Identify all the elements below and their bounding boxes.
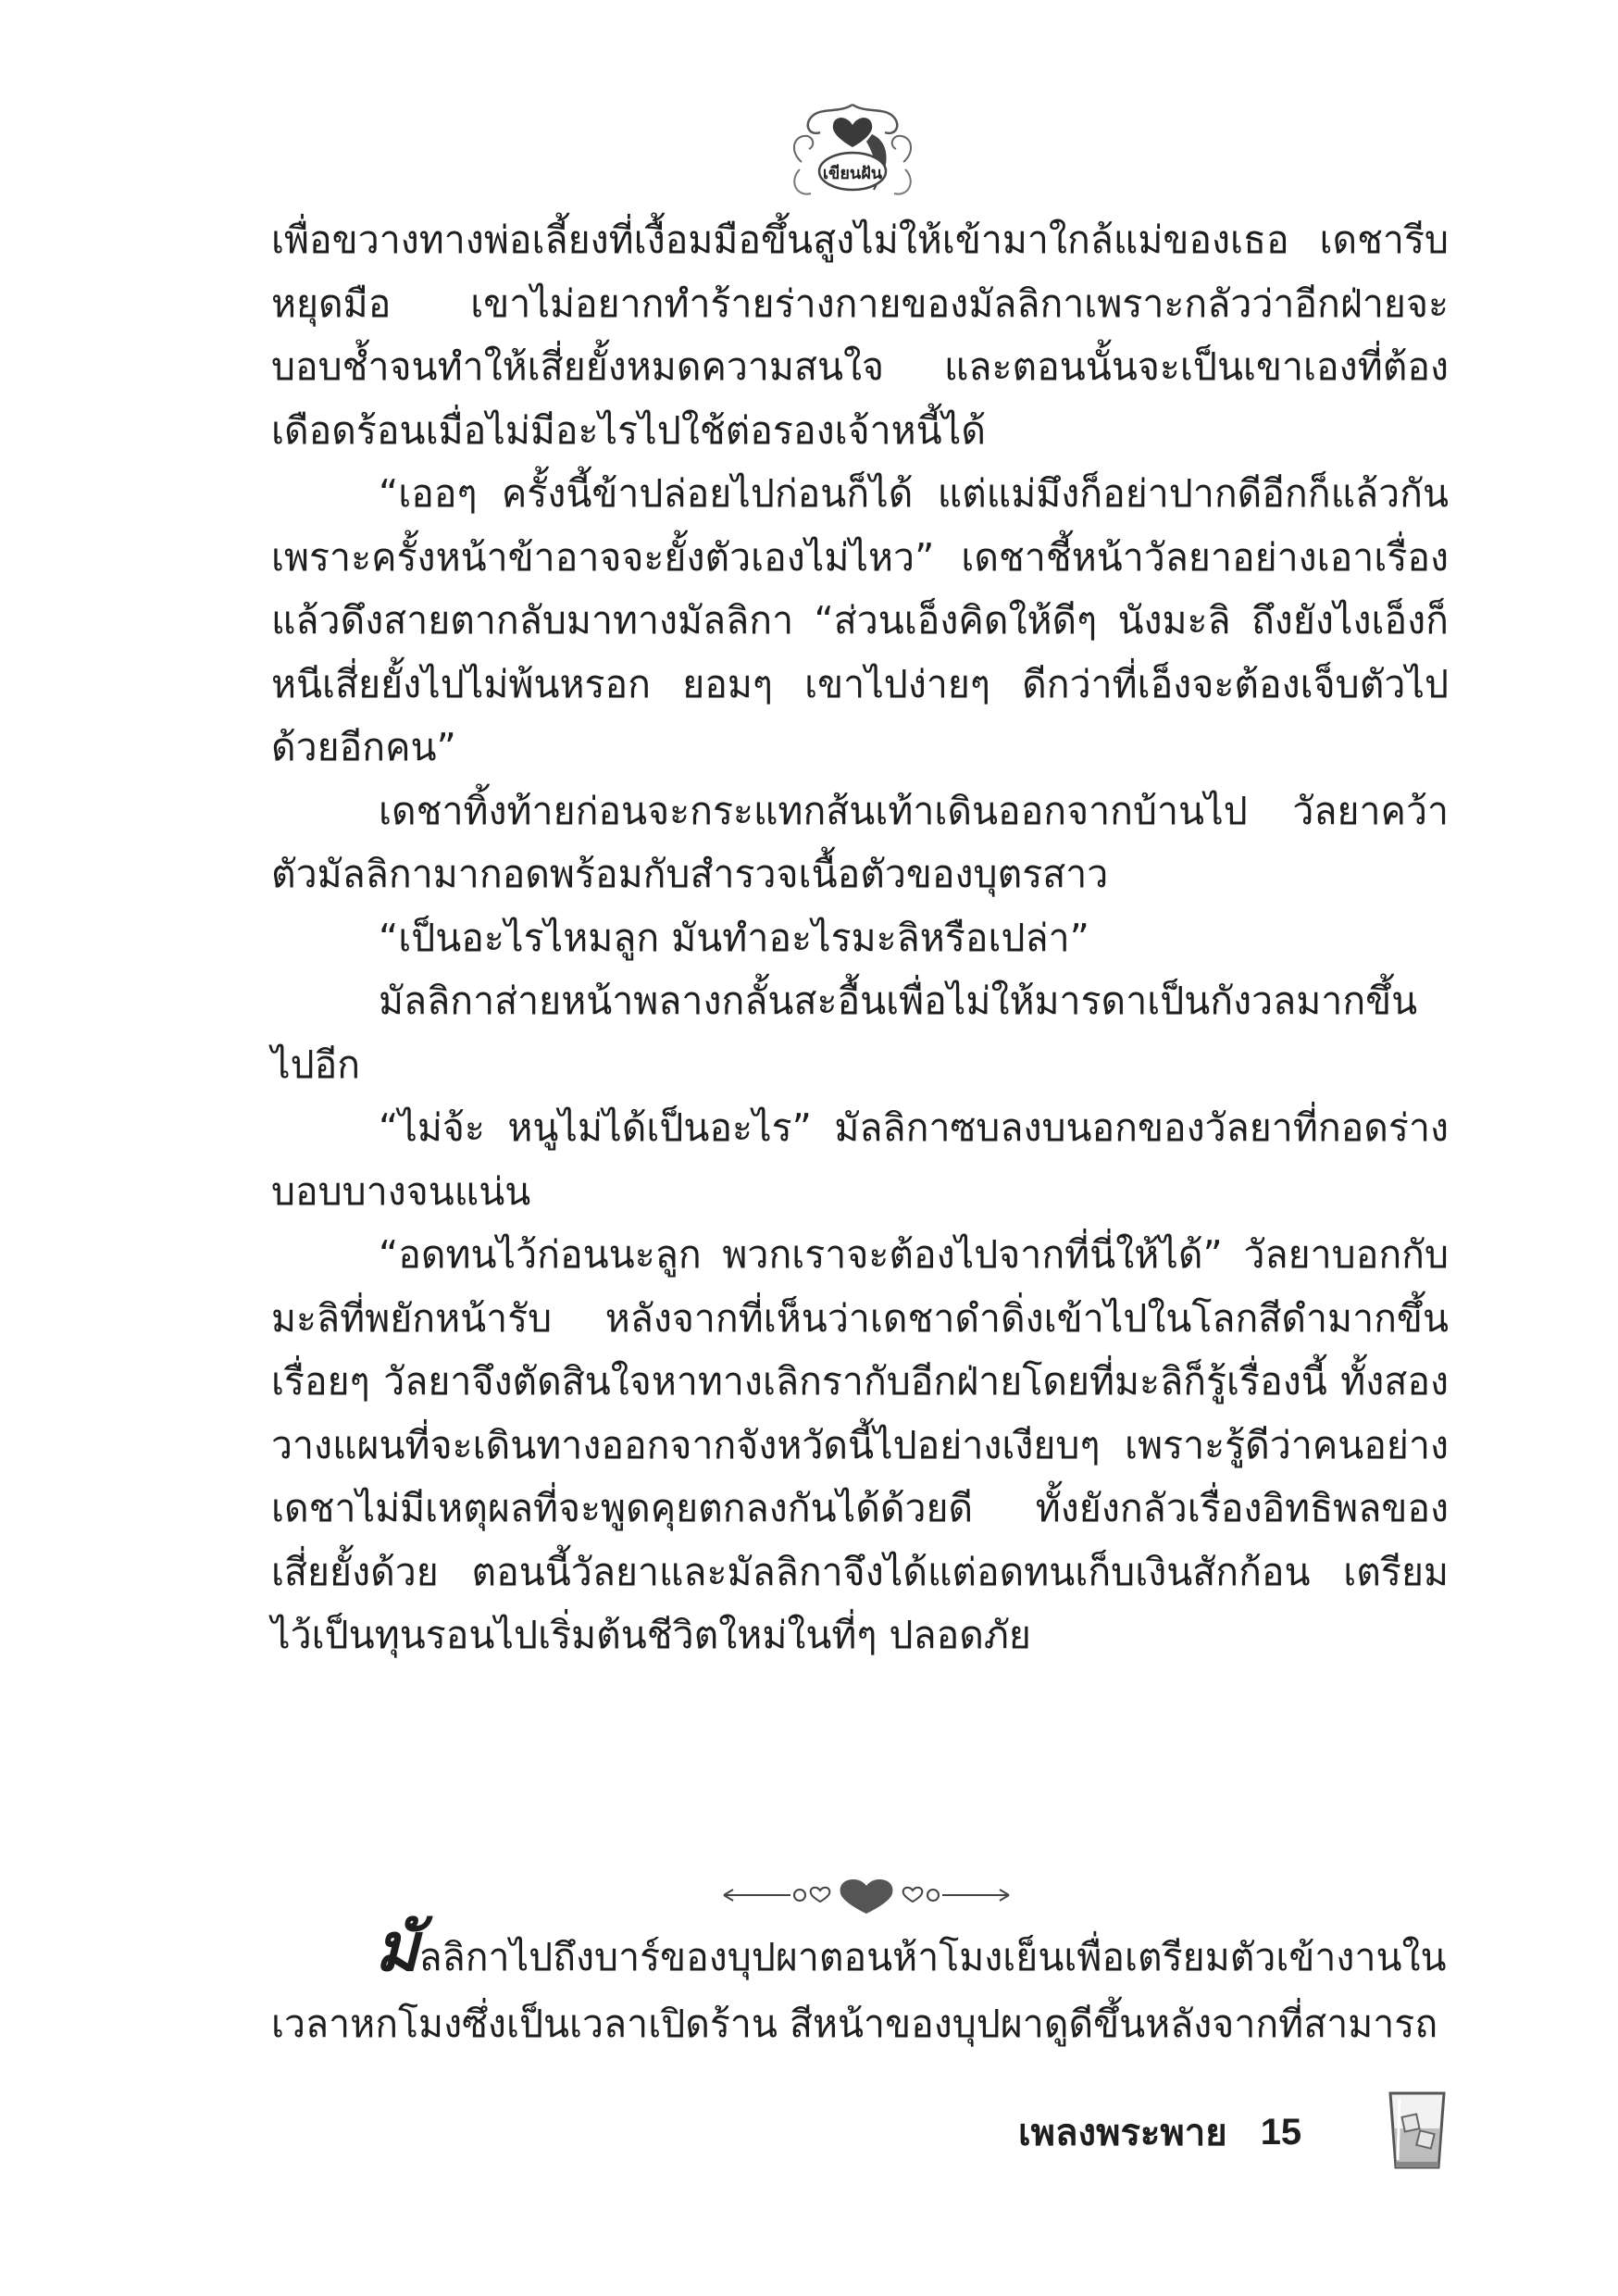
paragraph: เพื่อขวางทางพ่อเลี้ยงที่เงื้อมมือขึ้นสูงไม่ให้เข้ามาใกล้แม่ของเธอ เดชารีบ หยุดมือ เขาไม่อยากทำร้ายร่างกายของมัลลิกาเพราะกลัวว่าอีกฝ่ายจะ บอบช้ำจนทำให้เสี่ยยั้งหมดความสนใจ และตอนนั้นจะเป็นเขาเองที่ต้อง เดือดร้อนเมื่อไม่มีอะไรไปใช้ต่อรองเจ้าหนี้ได้	[271, 218, 1449, 453]
section-two-text: ลลิกาไปถึงบาร์ของบุปผาตอนห้าโมงเย็นเพื่อเตรียมตัวเข้างานใน เวลาหกโมงซึ่งเป็นเวลาเปิดร้าน สีหน้าของบุปผาดูดีขึ้นหลังจากที่สามารถ	[271, 1935, 1447, 2046]
paragraph: เดชาทิ้งท้ายก่อนจะกระแทกส้นเท้าเดินออกจากบ้านไป วัลยาคว้า ตัวมัลลิกามากอดพร้อมกับสำรวจเนื้อตัวของบุตรสาว	[271, 788, 1449, 896]
paragraph: “เป็นอะไรไหมลูก มันทำอะไรมะลิหรือเปล่า”	[379, 915, 1089, 960]
drop-cap: มั	[375, 1908, 419, 1986]
page-number: 15	[1260, 2111, 1302, 2152]
section-two	[271, 1908, 1449, 2057]
paragraph: มัลลิกาส่ายหน้าพลางกลั้นสะอื้นเพื่อไม่ให้มารดาเป็นกังวลมากขึ้น ไปอีก	[271, 979, 1418, 1087]
whiskey-glass-icon	[1385, 2088, 1450, 2173]
book-title: เพลงพระพาย	[1018, 2113, 1227, 2153]
logo-text: เขียนฝัน	[822, 164, 883, 183]
paragraph: “อดทนไว้ก่อนนะลูก พวกเราจะต้องไปจากที่นี่ให้ได้” วัลยาบอกกับ มะลิที่พยักหน้ารับ หลังจากที่เห็นว่าเดชาดำดิ่งเข้าไปในโลกสีดำมากขึ้น เรื่อยๆ วัลยาจึงตัดสินใจหาทางเลิกรากับอีกฝ่ายโดยที่มะลิก็รู้เรื่องนี้ ทั้งสอง วางแผนที่จะเดินทางออกจากจังหวัดนี้ไปอย่างเงียบๆ เพราะรู้ดีว่าคนอย่าง เดชาไม่มีเหตุผลที่จะพูดคุยตกลงกันได้ด้วยดี ทั้งยังกลัวเรื่องอิทธิพลของ เสี่ยยั้งด้วย ตอนนี้วัลยาและมัลลิกาจึงได้แต่อดทนเก็บเงินสักก้อน เตรียม ไว้เป็นทุนรอนไปเริ่มต้นชีวิตใหม่ในที่ๆ ปลอดภัย	[271, 1232, 1449, 1657]
heart-arrow-divider-icon	[718, 1875, 1014, 1915]
body-text	[271, 208, 1449, 1667]
ornate-quill-crest-icon	[783, 97, 922, 208]
paragraph: “เออๆ ครั้งนี้ข้าปล่อยไปก่อนก็ได้ แต่แม่มึงก็อย่าปากดีอีกก็แล้วกัน เพราะครั้งหน้าข้าอาจจะยั้งตัวเองไม่ไหว” เดชาชี้หน้าวัลยาอย่างเอาเรื่อง แล้วดึงสายตากลับมาทางมัลลิกา “ส่วนเอ็งคิดให้ดีๆ นังมะลิ ถึงยังไงเอ็งก็ หนีเสี่ยยั้งไปไม่พ้นหรอก ยอมๆ เขาไปง่ายๆ ดีกว่าที่เอ็งจะต้องเจ็บตัวไป ด้วยอีกคน”	[271, 471, 1449, 769]
section-two-paragraph	[271, 1908, 1449, 2057]
paragraph: “ไม่จ้ะ หนูไม่ได้เป็นอะไร” มัลลิกาซบลงบนอกของวัลยาที่กอดร่าง บอบบางจนแน่น	[271, 1105, 1449, 1214]
page-footer	[1018, 2100, 1301, 2165]
